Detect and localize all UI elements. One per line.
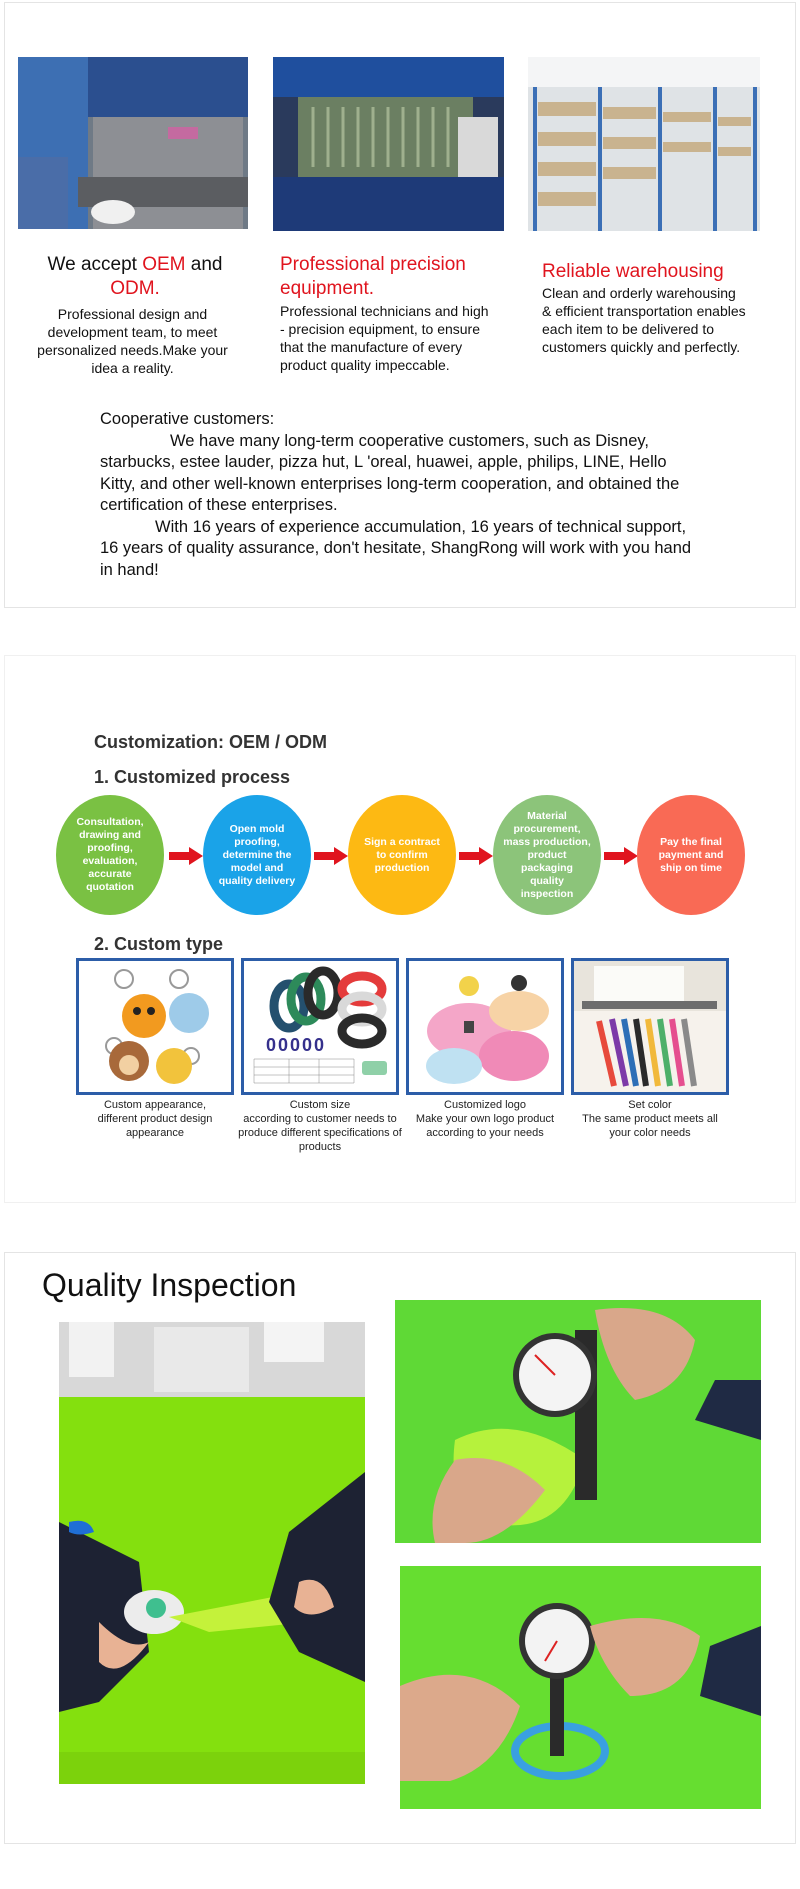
- custom-type-heading: 2. Custom type: [94, 934, 224, 954]
- process-arrow-1: [169, 847, 203, 865]
- customization-title: Customization: OEM / ODM: [94, 732, 327, 752]
- custom-type-logo-caption-title: Customized logo: [444, 1099, 526, 1111]
- process-arrow-2: [314, 847, 348, 865]
- inspection-photo-thickness-gauge-2: [400, 1566, 761, 1809]
- inspection-photo-tensile-test: [59, 1322, 365, 1784]
- factory-photo-warehouse: [528, 57, 760, 231]
- feature-oem-title-part2: and: [185, 254, 223, 275]
- custom-type-color-caption-title: Set color: [628, 1099, 672, 1111]
- custom-type-size-caption: [235, 1098, 405, 1154]
- quality-inspection-title: Quality Inspection: [42, 1267, 297, 1303]
- feature-oem-body: Professional design and development team, to meet personalized needs.Make your idea a reality.: [37, 306, 228, 376]
- custom-type-appearance-caption: [70, 1098, 240, 1140]
- coop-heading: Cooperative customers:: [100, 410, 275, 428]
- custom-type-color-caption-body: The same product meets all your color needs: [582, 1113, 718, 1139]
- custom-type-size-caption-title: Custom size: [289, 1099, 351, 1111]
- process-step-2: Open mold proofing, determine the model and quality delivery: [203, 795, 311, 915]
- custom-type-appearance-image: [76, 958, 234, 1095]
- feature-equipment-title: Professional precision equipment.: [280, 254, 466, 299]
- custom-type-appearance-caption-title: Custom appearance,: [103, 1099, 207, 1111]
- feature-oem-title-red1: OEM: [142, 254, 186, 275]
- coop-paragraph-2: With 16 years of experience accumulation, 16 years of technical support, 16 years of quality assurance, don't hesitate, ShangRong will work with you hand in hand!: [100, 517, 692, 579]
- custom-type-color-caption: [565, 1098, 735, 1140]
- process-heading: 1. Customized process: [94, 767, 291, 787]
- process-step-5: Pay the final payment and ship on time: [637, 795, 745, 915]
- size-sample-text: 00000: [266, 1035, 327, 1055]
- inspection-photo-thickness-gauge-1: [395, 1300, 761, 1543]
- custom-type-appearance-caption-body: different product design appearance: [97, 1113, 213, 1139]
- process-step-1: Consultation, drawing and proofing, evaluation, accurate quotation: [56, 795, 164, 915]
- process-step-4: Material procurement, mass production, product packaging quality inspection: [493, 795, 601, 915]
- cooperative-customers-text: [100, 409, 700, 581]
- custom-type-size-caption-body: according to customer needs to produce different specifications of products: [238, 1113, 402, 1153]
- feature-oem-title: [30, 253, 240, 301]
- custom-type-size-image: [241, 958, 399, 1095]
- custom-type-logo-image: [406, 958, 564, 1095]
- custom-type-color-image: [571, 958, 729, 1095]
- feature-oem-title-red2: ODM.: [110, 278, 160, 299]
- process-arrow-3: [459, 847, 493, 865]
- custom-type-logo-caption: [400, 1098, 570, 1140]
- factory-photo-precision-equipment: [273, 57, 504, 231]
- feature-oem-title-part1: We accept: [47, 254, 143, 275]
- coop-paragraph-1: We have many long-term cooperative customers, such as Disney, starbucks, estee lauder, pizza hut, L 'oreal, huawei, apple, philips, LINE, Hello Kitty, and other well-known enterprises long-term cooperation, and obtained the certification of these enterprises.: [100, 431, 680, 514]
- feature-equipment-body: Professional technicians and high - precision equipment, to ensure that the manufacture of every product quality impeccable.: [280, 303, 489, 373]
- process-arrow-4: [604, 847, 638, 865]
- feature-warehousing-title: Reliable warehousing: [542, 261, 724, 282]
- feature-warehousing-body: Clean and orderly warehousing & efficient transportation enables each item to be delivered to customers quickly and perfectly.: [542, 285, 746, 355]
- factory-photo-molding: [18, 57, 248, 229]
- process-step-3: Sign a contract to confirm production: [348, 795, 456, 915]
- custom-type-logo-caption-body: Make your own logo product according to your needs: [415, 1113, 555, 1139]
